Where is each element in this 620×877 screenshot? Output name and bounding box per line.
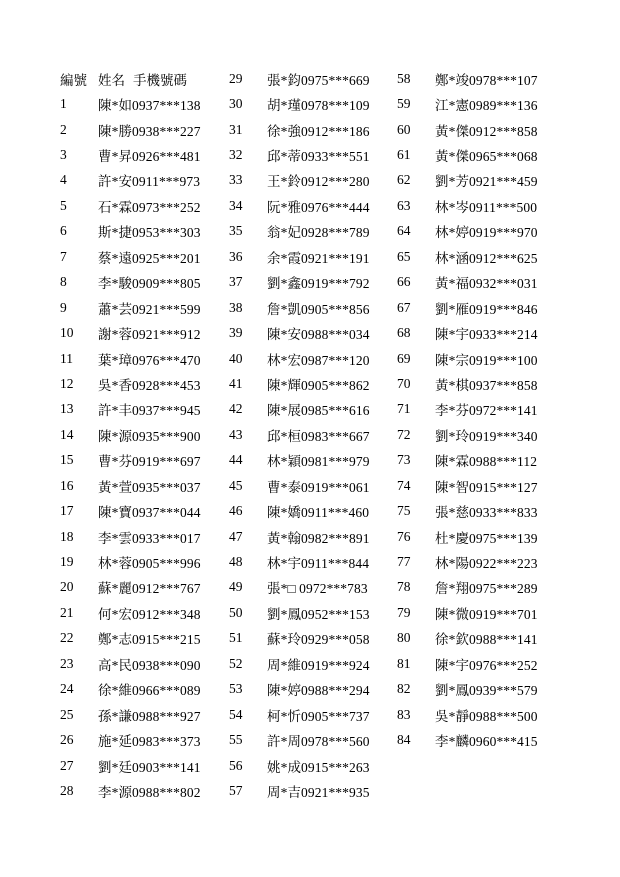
entry-name-phone: 周*維0919***924 — [267, 657, 370, 673]
entry-number: 31 — [229, 121, 243, 137]
entry-number: 34 — [229, 197, 243, 213]
entry-number: 76 — [397, 528, 411, 544]
list-item — [60, 727, 201, 752]
entry-number: 14 — [60, 426, 74, 442]
entry-number: 33 — [229, 172, 243, 188]
list-item — [229, 549, 370, 574]
entry-name-phone: 許*周0978***560 — [267, 734, 370, 750]
entry-name-phone: 江*憲0989***136 — [435, 98, 538, 114]
entry-name-phone: 鄭*竣0978***107 — [435, 72, 538, 88]
list-item — [60, 575, 201, 600]
entry-number: 45 — [229, 477, 243, 493]
entry-number: 51 — [229, 630, 243, 646]
list-item — [60, 219, 201, 244]
entry-name-phone: 陳*如0937***138 — [98, 98, 201, 114]
entry-name-phone: 余*霞0921***191 — [267, 250, 370, 266]
entry-number: 40 — [229, 350, 243, 366]
entry-number: 81 — [397, 655, 411, 671]
list-item — [229, 651, 370, 676]
entry-name-phone: 周*吉0921***935 — [267, 784, 370, 800]
list-item — [60, 600, 201, 625]
entry-number: 2 — [60, 121, 67, 137]
list-item — [229, 575, 370, 600]
entry-name-phone: 詹*凱0905***856 — [267, 301, 370, 317]
entry-number: 78 — [397, 579, 411, 595]
entry-number: 32 — [229, 147, 243, 163]
entry-number: 19 — [60, 554, 74, 570]
list-item — [229, 320, 370, 345]
entry-name-phone: 陳*宇0976***252 — [435, 657, 538, 673]
list-item — [60, 244, 201, 269]
list-item — [229, 91, 370, 116]
entry-name-phone: 劉*鳳0952***153 — [267, 606, 370, 622]
list-item — [397, 371, 538, 396]
entry-name-phone: 陳*安0988***034 — [267, 327, 370, 343]
entry-name-phone: 林*宏0987***120 — [267, 352, 370, 368]
entry-number: 37 — [229, 274, 243, 290]
entry-number: 46 — [229, 503, 243, 519]
entry-number: 82 — [397, 681, 411, 697]
entry-number: 44 — [229, 452, 243, 468]
entry-name-phone: 蕭*芸0921***599 — [98, 301, 201, 317]
entry-number: 70 — [397, 375, 411, 391]
list-item — [229, 219, 370, 244]
entry-number: 50 — [229, 604, 243, 620]
entry-number: 28 — [60, 782, 74, 798]
entry-number: 74 — [397, 477, 411, 493]
entry-number: 18 — [60, 528, 74, 544]
entry-name-phone: 徐*欽0988***141 — [435, 632, 538, 648]
list-item — [397, 91, 538, 116]
list-item — [229, 626, 370, 651]
entry-number: 26 — [60, 732, 74, 748]
entry-name-phone: 蘇*玲0929***058 — [267, 632, 370, 648]
entry-name-phone: 陳*宇0933***214 — [435, 327, 538, 343]
list-column-3 — [397, 66, 538, 753]
list-item — [60, 473, 201, 498]
list-item — [229, 422, 370, 447]
list-item — [229, 677, 370, 702]
entry-name-phone: 林*蓉0905***996 — [98, 556, 201, 572]
list-item — [60, 677, 201, 702]
entry-name-phone: 李*芬0972***141 — [435, 403, 538, 419]
entry-name-phone: 斯*捷0953***303 — [98, 225, 201, 241]
entry-name-phone: 劉*廷0903***141 — [98, 759, 201, 775]
entry-name-phone: 曹*芬0919***697 — [98, 454, 201, 470]
list-item — [397, 448, 538, 473]
entry-name-phone: 陳*微0919***701 — [435, 606, 538, 622]
entry-name-phone: 黃*翰0982***891 — [267, 530, 370, 546]
list-item — [397, 677, 538, 702]
entry-number: 73 — [397, 452, 411, 468]
list-item — [397, 727, 538, 752]
list-item — [397, 66, 538, 91]
header-name: 姓名 — [98, 72, 125, 88]
list-item — [229, 473, 370, 498]
entry-number: 59 — [397, 96, 411, 112]
entry-number: 57 — [229, 782, 243, 798]
entry-number: 4 — [60, 172, 67, 188]
header-number: 編號 — [60, 72, 87, 88]
entry-number: 27 — [60, 757, 74, 773]
list-item — [60, 91, 201, 116]
list-item — [397, 575, 538, 600]
entry-number: 60 — [397, 121, 411, 137]
list-item — [229, 142, 370, 167]
entry-name-phone: 蘇*麗0912***767 — [98, 581, 201, 597]
list-item — [229, 371, 370, 396]
list-item — [60, 448, 201, 473]
entry-name-phone: 鄭*志0915***215 — [98, 632, 201, 648]
list-item — [229, 702, 370, 727]
list-item — [397, 626, 538, 651]
list-item — [229, 66, 370, 91]
entry-number: 16 — [60, 477, 74, 493]
entry-name-phone: 張*慈0933***833 — [435, 505, 538, 521]
entry-number: 79 — [397, 604, 411, 620]
entry-name-phone: 吳*香0928***453 — [98, 377, 201, 393]
entry-number: 52 — [229, 655, 243, 671]
entry-name-phone: 陳*宗0919***100 — [435, 352, 538, 368]
list-item — [60, 142, 201, 167]
entry-number: 64 — [397, 223, 411, 239]
entry-number: 35 — [229, 223, 243, 239]
entry-number: 53 — [229, 681, 243, 697]
entry-name-phone: 曹*泰0919***061 — [267, 479, 370, 495]
entry-number: 80 — [397, 630, 411, 646]
entry-name-phone: 邱*蒂0933***551 — [267, 149, 370, 165]
list-item — [397, 142, 538, 167]
list-item — [60, 778, 201, 803]
entry-name-phone: 林*陽0922***223 — [435, 556, 538, 572]
entry-number: 48 — [229, 554, 243, 570]
entry-number: 1 — [60, 96, 67, 112]
list-item — [60, 753, 201, 778]
list-column-2 — [229, 66, 370, 804]
entry-number: 65 — [397, 248, 411, 264]
entry-number: 7 — [60, 248, 67, 264]
list-item — [60, 270, 201, 295]
entry-number: 54 — [229, 706, 243, 722]
entry-name-phone: 杜*慶0975***139 — [435, 530, 538, 546]
list-item — [229, 778, 370, 803]
entry-name-phone: 李*駿0909***805 — [98, 276, 201, 292]
entry-name-phone: 陳*輝0905***862 — [267, 377, 370, 393]
entry-name-phone: 柯*忻0905***737 — [267, 708, 370, 724]
list-item — [397, 117, 538, 142]
entry-name-phone: 許*安0911***973 — [98, 174, 201, 190]
list-item — [229, 117, 370, 142]
list-item — [60, 117, 201, 142]
entry-number: 56 — [229, 757, 243, 773]
entry-number: 43 — [229, 426, 243, 442]
entry-number: 58 — [397, 70, 411, 86]
list-item — [60, 397, 201, 422]
list-item — [229, 244, 370, 269]
header-row — [60, 66, 201, 91]
list-item — [397, 320, 538, 345]
entry-name-phone: 陳*源0935***900 — [98, 428, 201, 444]
list-item — [397, 397, 538, 422]
entry-number: 30 — [229, 96, 243, 112]
entry-number: 42 — [229, 401, 243, 417]
list-item — [60, 524, 201, 549]
entry-name-phone: 張*□ 0972***783 — [267, 581, 368, 597]
entry-name-phone: 黃*棋0937***858 — [435, 377, 538, 393]
entry-name-phone: 陳*婷0988***294 — [267, 683, 370, 699]
entry-number: 77 — [397, 554, 411, 570]
entry-name-phone: 李*雲0933***017 — [98, 530, 201, 546]
entry-name-phone: 劉*芳0921***459 — [435, 174, 538, 190]
list-item — [397, 498, 538, 523]
entry-name-phone: 黃*福0932***031 — [435, 276, 538, 292]
entry-name-phone: 吳*靜0988***500 — [435, 708, 538, 724]
list-item — [229, 346, 370, 371]
list-item — [229, 600, 370, 625]
entry-number: 38 — [229, 299, 243, 315]
entry-name-phone: 李*源0988***802 — [98, 784, 201, 800]
entry-number: 22 — [60, 630, 74, 646]
list-item — [397, 168, 538, 193]
list-item — [60, 498, 201, 523]
entry-number: 49 — [229, 579, 243, 595]
entry-name-phone: 陳*展0985***616 — [267, 403, 370, 419]
entry-number: 55 — [229, 732, 243, 748]
entry-number: 20 — [60, 579, 74, 595]
list-item — [60, 346, 201, 371]
entry-number: 11 — [60, 350, 73, 366]
entry-number: 5 — [60, 197, 67, 213]
entry-number: 62 — [397, 172, 411, 188]
entry-name-phone: 姚*成0915***263 — [267, 759, 370, 775]
list-item — [60, 549, 201, 574]
entry-name-phone: 詹*翔0975***289 — [435, 581, 538, 597]
entry-name-phone: 翁*妃0928***789 — [267, 225, 370, 241]
entry-name-phone: 林*岑0911***500 — [435, 199, 538, 215]
entry-number: 21 — [60, 604, 74, 620]
entry-number: 29 — [229, 70, 243, 86]
entry-number: 15 — [60, 452, 74, 468]
entry-number: 12 — [60, 375, 74, 391]
entry-number: 61 — [397, 147, 411, 163]
entry-number: 71 — [397, 401, 411, 417]
list-item — [229, 524, 370, 549]
entry-number: 72 — [397, 426, 411, 442]
entry-name-phone: 邱*桓0983***667 — [267, 428, 370, 444]
entry-name-phone: 陳*霖0988***112 — [435, 454, 538, 470]
entry-number: 13 — [60, 401, 74, 417]
list-item — [229, 727, 370, 752]
entry-name-phone: 陳*嬌0911***460 — [267, 505, 370, 521]
entry-name-phone: 葉*璋0976***470 — [98, 352, 201, 368]
entry-name-phone: 陳*寶0937***044 — [98, 505, 201, 521]
list-item — [60, 651, 201, 676]
list-item — [229, 295, 370, 320]
entry-number: 10 — [60, 325, 74, 341]
list-item — [397, 270, 538, 295]
entry-number: 83 — [397, 706, 411, 722]
entry-name-phone: 許*丰0937***945 — [98, 403, 201, 419]
entry-name-phone: 施*延0983***373 — [98, 734, 201, 750]
entry-number: 24 — [60, 681, 74, 697]
entry-number: 63 — [397, 197, 411, 213]
list-item — [397, 600, 538, 625]
list-item — [60, 168, 201, 193]
entry-number: 66 — [397, 274, 411, 290]
entry-name-phone: 徐*強0912***186 — [267, 123, 370, 139]
list-item — [229, 270, 370, 295]
entry-number: 84 — [397, 732, 411, 748]
list-item — [397, 244, 538, 269]
entry-name-phone: 林*穎0981***979 — [267, 454, 370, 470]
entry-number: 36 — [229, 248, 243, 264]
entry-number: 23 — [60, 655, 74, 671]
list-item — [397, 422, 538, 447]
list-item — [397, 219, 538, 244]
entry-name-phone: 劉*雁0919***846 — [435, 301, 538, 317]
entry-name-phone: 曹*昇0926***481 — [98, 149, 201, 165]
entry-name-phone: 張*鈞0975***669 — [267, 72, 370, 88]
entry-name-phone: 高*民0938***090 — [98, 657, 201, 673]
entry-name-phone: 謝*蓉0921***912 — [98, 327, 201, 343]
list-item — [397, 549, 538, 574]
list-item — [397, 346, 538, 371]
entry-number: 9 — [60, 299, 67, 315]
entry-name-phone: 陳*勝0938***227 — [98, 123, 201, 139]
list-item — [397, 295, 538, 320]
list-item — [60, 702, 201, 727]
entry-name-phone: 陳*智0915***127 — [435, 479, 538, 495]
list-item — [229, 397, 370, 422]
entry-number: 17 — [60, 503, 74, 519]
entry-number: 68 — [397, 325, 411, 341]
entry-name-phone: 阮*雅0976***444 — [267, 199, 370, 215]
list-column-1 — [60, 66, 201, 804]
entry-name-phone: 林*涵0912***625 — [435, 250, 538, 266]
list-item — [397, 702, 538, 727]
list-item — [60, 626, 201, 651]
entry-number: 3 — [60, 147, 67, 163]
entry-name-phone: 劉*玲0919***340 — [435, 428, 538, 444]
list-item — [397, 651, 538, 676]
entry-name-phone: 徐*維0966***089 — [98, 683, 201, 699]
entry-name-phone: 劉*鳳0939***579 — [435, 683, 538, 699]
list-item — [397, 473, 538, 498]
entry-name-phone: 胡*瑾0978***109 — [267, 98, 370, 114]
entry-name-phone: 蔡*遠0925***201 — [98, 250, 201, 266]
list-item — [60, 371, 201, 396]
entry-number: 67 — [397, 299, 411, 315]
list-item — [397, 193, 538, 218]
entry-number: 25 — [60, 706, 74, 722]
entry-name-phone: 李*麟0960***415 — [435, 734, 538, 750]
header-phone: 手機號碼 — [133, 72, 187, 88]
entry-number: 47 — [229, 528, 243, 544]
list-item — [397, 524, 538, 549]
list-item — [60, 422, 201, 447]
list-item — [229, 753, 370, 778]
list-item — [229, 498, 370, 523]
entry-number: 41 — [229, 375, 243, 391]
entry-name-phone: 黃*傑0912***858 — [435, 123, 538, 139]
entry-name-phone: 何*宏0912***348 — [98, 606, 201, 622]
entry-name-phone: 林*宇0911***844 — [267, 556, 370, 572]
entry-number: 39 — [229, 325, 243, 341]
entry-name-phone: 石*霖0973***252 — [98, 199, 201, 215]
entry-name-phone: 孫*謙0988***927 — [98, 708, 201, 724]
list-item — [229, 448, 370, 473]
entry-name-phone: 黃*傑0965***068 — [435, 149, 538, 165]
entry-number: 8 — [60, 274, 67, 290]
list-item — [229, 168, 370, 193]
entry-name-phone: 林*婷0919***970 — [435, 225, 538, 241]
list-item — [60, 193, 201, 218]
entry-number: 75 — [397, 503, 411, 519]
entry-name-phone: 劉*鑫0919***792 — [267, 276, 370, 292]
entry-name-phone: 黃*萱0935***037 — [98, 479, 201, 495]
list-item — [229, 193, 370, 218]
entry-name-phone: 王*鈴0912***280 — [267, 174, 370, 190]
entry-number: 6 — [60, 223, 67, 239]
entry-number: 69 — [397, 350, 411, 366]
list-item — [60, 295, 201, 320]
list-item — [60, 320, 201, 345]
